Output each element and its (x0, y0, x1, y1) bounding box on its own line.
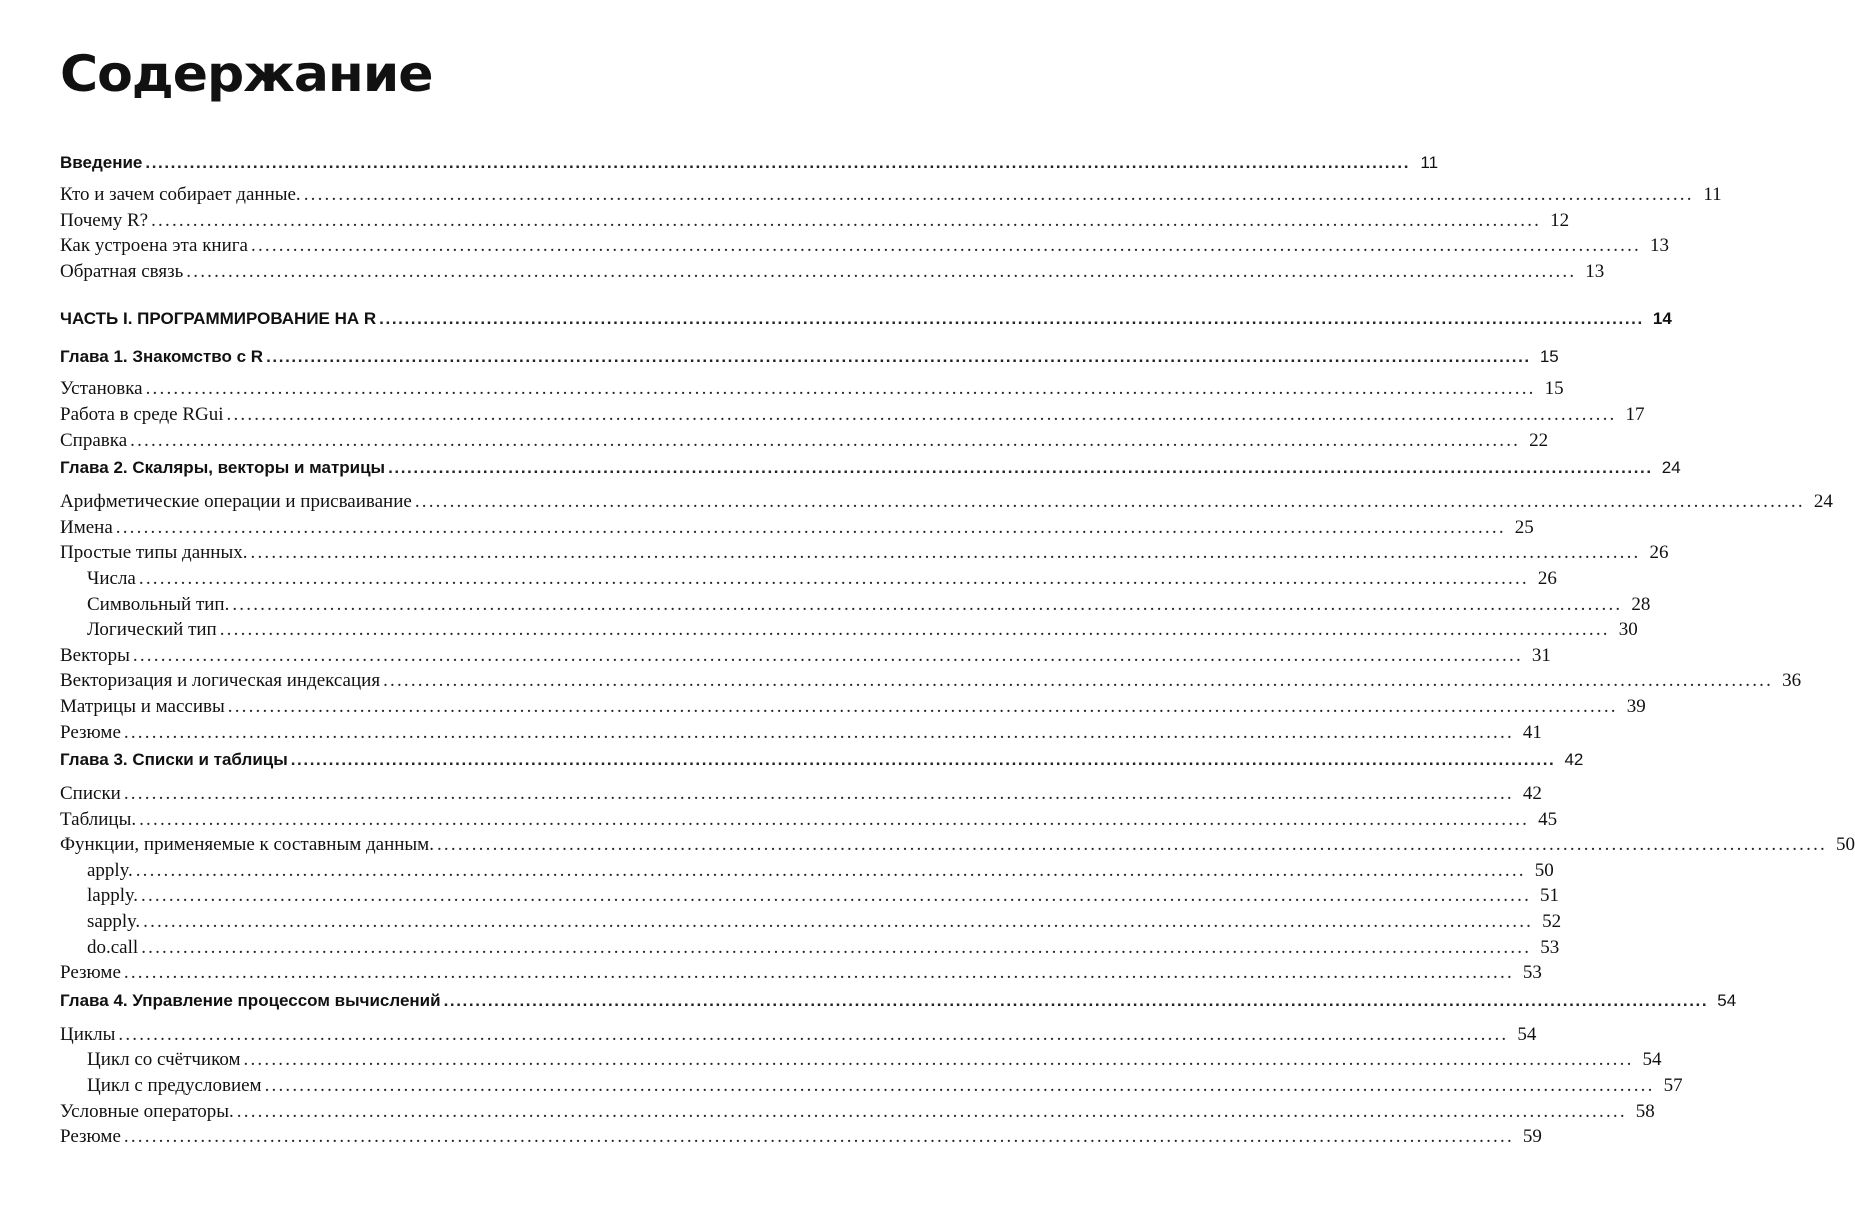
page-number: 24 (1661, 458, 1681, 478)
toc-subentry[interactable] (60, 909, 1562, 935)
entry-label: Функции, применяемые к составным данным. (60, 834, 434, 856)
page-number: 58 (1635, 1100, 1655, 1122)
dot-leader: ........................................................................................................................................................................................................ (290, 750, 1556, 770)
entry-label: Глава 2. Скаляры, векторы и матрицы (60, 458, 386, 478)
toc-entry[interactable] (60, 428, 1549, 454)
dot-leader: ........................................................................................................................................................................................................ (123, 1126, 1514, 1148)
entry-label: Числа (87, 567, 136, 589)
entry-label: Резюме (60, 962, 121, 984)
entry-label: Цикл со счётчиком (87, 1049, 241, 1071)
dot-leader: ........................................................................................................................................................................................................ (186, 260, 1577, 282)
entry-label: Глава 3. Списки и таблицы (60, 750, 288, 770)
page-number: 11 (1420, 153, 1439, 172)
entry-label: Таблицы. (60, 808, 137, 830)
page-number: 11 (1703, 184, 1722, 205)
entry-label: Циклы (60, 1023, 116, 1045)
toc-entry[interactable] (60, 208, 1570, 234)
toc-subentry[interactable] (60, 883, 1560, 909)
dot-leader: ........................................................................................................................................................................................................ (303, 184, 1694, 205)
page-number: 25 (1514, 516, 1534, 538)
page-number: 52 (1542, 911, 1562, 933)
entry-label: Простые типы данных. (60, 542, 248, 564)
dot-leader: ........................................................................................................................................................................................................ (226, 403, 1617, 425)
dot-leader: ........................................................................................................................................................................................................ (145, 153, 1411, 172)
dot-leader: ........................................................................................................................................................................................................ (227, 695, 1618, 717)
page-number: 28 (1631, 593, 1651, 615)
toc-entry[interactable] (60, 960, 1542, 986)
dot-leader: ........................................................................................................................................................................................................ (123, 783, 1514, 805)
page-number: 17 (1625, 403, 1645, 425)
page-number: 51 (1540, 885, 1560, 907)
dot-leader: ........................................................................................................................................................................................................ (132, 644, 1523, 666)
page-number: 14 (1652, 309, 1672, 329)
toc-chapter-1[interactable] (60, 342, 1559, 372)
toc-subentry[interactable] (60, 1047, 1662, 1073)
dot-leader: ........................................................................................................................................................................................................ (436, 834, 1827, 856)
entry-label: sapply. (87, 911, 141, 933)
page-number: 39 (1626, 695, 1646, 717)
toc-entry-intro[interactable] (60, 148, 1439, 178)
toc-entry[interactable] (60, 489, 1833, 515)
dot-leader: ........................................................................................................................................................................................................ (443, 990, 1709, 1010)
page-number: 50 (1534, 859, 1554, 881)
entry-label: Векторы (60, 644, 130, 666)
entry-label: Векторизация и логическая индексация (60, 670, 381, 692)
toc-entry[interactable] (60, 694, 1646, 720)
toc-entry[interactable] (60, 807, 1558, 833)
entry-label: Кто и зачем собирает данные. (60, 184, 301, 205)
entry-label: apply. (87, 859, 133, 881)
page-number: 59 (1522, 1126, 1542, 1148)
entry-label: lapply. (87, 885, 139, 907)
page-number: 54 (1717, 990, 1737, 1010)
page-number: 50 (1835, 834, 1855, 856)
toc-chapter-3[interactable] (60, 745, 1584, 775)
toc-subentry[interactable] (60, 1073, 1683, 1099)
toc-chapter-4[interactable] (60, 986, 1737, 1016)
toc-entry[interactable] (60, 515, 1534, 541)
dot-leader: ........................................................................................................................................................................................................ (138, 567, 1529, 589)
toc-subentry[interactable] (60, 858, 1554, 884)
dot-leader: ........................................................................................................................................................................................................ (251, 235, 1641, 257)
entry-label: Резюме (60, 721, 121, 743)
toc-subentry[interactable] (60, 935, 1560, 961)
page-number: 45 (1538, 808, 1558, 830)
toc-entry[interactable] (60, 668, 1802, 694)
entry-label: Символьный тип. (87, 593, 230, 615)
dot-leader: ........................................................................................................................................................................................................ (143, 911, 1534, 933)
toc-entry[interactable] (60, 832, 1855, 858)
dot-leader: ........................................................................................................................................................................................................ (379, 309, 1644, 329)
dot-leader: ........................................................................................................................................................................................................ (145, 378, 1536, 400)
toc-entry[interactable] (60, 1099, 1655, 1125)
page-number: 42 (1564, 750, 1584, 770)
toc-subentry[interactable] (60, 617, 1638, 643)
toc-subentry[interactable] (60, 592, 1651, 618)
toc-entry[interactable] (60, 259, 1605, 285)
dot-leader: ........................................................................................................................................................................................................ (388, 458, 1653, 478)
toc-chapter-2[interactable] (60, 453, 1681, 483)
page-number: 36 (1782, 670, 1802, 692)
entry-label: Имена (60, 516, 113, 538)
dot-leader: ........................................................................................................................................................................................................ (219, 619, 1610, 641)
toc-part-1[interactable] (60, 304, 1672, 334)
entry-label: Резюме (60, 1126, 121, 1148)
toc-entry[interactable] (60, 720, 1542, 746)
toc-entry[interactable] (60, 182, 1722, 208)
entry-label: Как устроена эта книга (60, 235, 248, 257)
dot-leader: ........................................................................................................................................................................................................ (123, 962, 1514, 984)
page-number: 54 (1517, 1023, 1537, 1045)
page-number: 42 (1522, 783, 1542, 805)
dot-leader: ........................................................................................................................................................................................................ (115, 516, 1506, 538)
entry-label: do.call (87, 936, 139, 958)
page-number: 30 (1618, 619, 1638, 641)
page-number: 24 (1813, 491, 1833, 513)
entry-label: Матрицы и массивы (60, 695, 225, 717)
dot-leader: ........................................................................................................................................................................................................ (243, 1049, 1634, 1071)
page-number: 15 (1544, 378, 1564, 400)
dot-leader: ........................................................................................................................................................................................................ (264, 1075, 1655, 1097)
page-number: 22 (1529, 429, 1549, 451)
entry-label: Условные операторы. (60, 1100, 234, 1122)
page-number: 54 (1642, 1049, 1662, 1071)
toc-entry[interactable] (60, 1022, 1537, 1048)
page-number: 53 (1522, 962, 1542, 984)
entry-label: Списки (60, 783, 121, 805)
entry-label: Справка (60, 429, 128, 451)
page-number: 41 (1522, 721, 1542, 743)
dot-leader: ........................................................................................................................................................................................................ (139, 808, 1530, 830)
page-number: 57 (1663, 1075, 1683, 1097)
entry-label: Введение (60, 153, 143, 172)
entry-label: Глава 4. Управление процессом вычислений (60, 990, 441, 1010)
entry-label: ЧАСТЬ I. ПРОГРАММИРОВАНИЕ НА R (60, 309, 377, 329)
page-number: 15 (1539, 347, 1559, 367)
entry-label: Логический тип (87, 619, 217, 641)
dot-leader: ........................................................................................................................................................................................................ (118, 1023, 1509, 1045)
entry-label: Цикл с предусловием (87, 1075, 262, 1097)
dot-leader: ........................................................................................................................................................................................................ (266, 347, 1531, 367)
page-number: 53 (1540, 936, 1560, 958)
page-number: 13 (1650, 235, 1669, 257)
toc-entry[interactable] (60, 781, 1542, 807)
toc-entry[interactable] (60, 402, 1645, 428)
entry-label: Работа в среде RGui (60, 403, 224, 425)
toc-entry[interactable] (60, 643, 1551, 669)
entry-label: Обратная связь (60, 260, 184, 282)
entry-label: Арифметические операции и присваивание (60, 491, 412, 513)
dot-leader: ........................................................................................................................................................................................................ (414, 491, 1805, 513)
page-number: 13 (1585, 260, 1605, 282)
toc-entry[interactable] (60, 1124, 1542, 1150)
toc-entry[interactable] (60, 376, 1564, 402)
dot-leader: ........................................................................................................................................................................................................ (151, 209, 1542, 231)
page-number: 26 (1649, 542, 1669, 564)
page-title: Содержание (60, 45, 433, 103)
dot-leader: ........................................................................................................................................................................................................ (123, 721, 1514, 743)
dot-leader: ........................................................................................................................................................................................................ (130, 429, 1521, 451)
dot-leader: ........................................................................................................................................................................................................ (250, 542, 1641, 564)
dot-leader: ........................................................................................................................................................................................................ (383, 670, 1774, 692)
page-number: 31 (1531, 644, 1551, 666)
entry-label: Глава 1. Знакомство с R (60, 347, 264, 367)
dot-leader: ........................................................................................................................................................................................................ (232, 593, 1623, 615)
dot-leader: ........................................................................................................................................................................................................ (135, 859, 1526, 881)
dot-leader: ........................................................................................................................................................................................................ (141, 885, 1532, 907)
dot-leader: ........................................................................................................................................................................................................ (236, 1100, 1627, 1122)
page-number: 26 (1537, 567, 1557, 589)
toc-entry[interactable] (60, 540, 1669, 566)
table-of-contents (60, 148, 1855, 1150)
entry-label: Почему R? (60, 209, 149, 231)
toc-subentry[interactable] (60, 566, 1557, 592)
toc-entry[interactable] (60, 233, 1669, 259)
entry-label: Установка (60, 378, 143, 400)
page-number: 12 (1550, 209, 1570, 231)
dot-leader: ........................................................................................................................................................................................................ (141, 936, 1532, 958)
